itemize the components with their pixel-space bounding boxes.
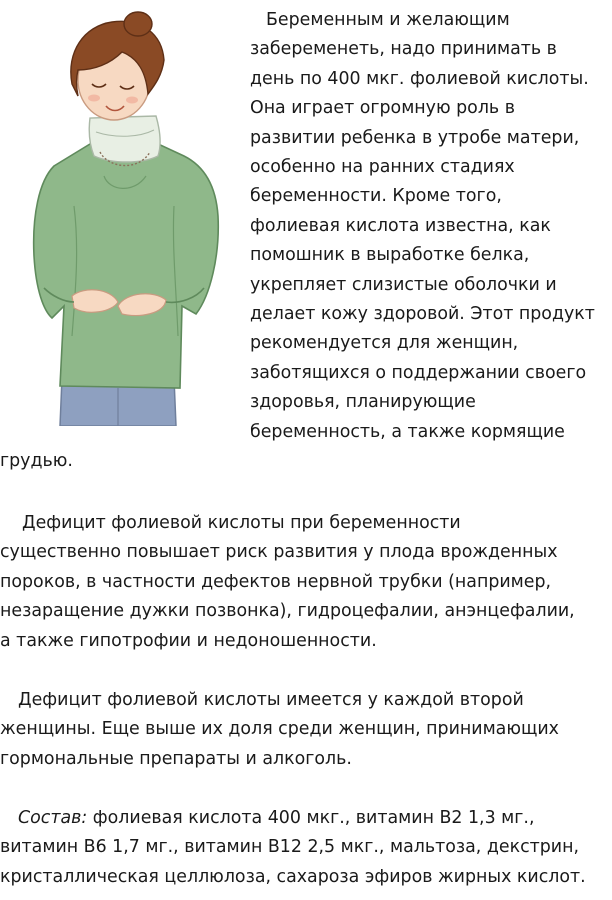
composition-label: Состав: (18, 808, 88, 828)
composition-first-line (0, 804, 612, 833)
intro-line: развитии ребенка в утробе матери, (250, 127, 580, 148)
paragraph-line: пороков, в частности дефектов нервной трубки (например, (0, 571, 552, 592)
composition-first-line-rest: фолиевая кислота 400 мкг., витамин В2 1,3 мг., (87, 808, 535, 828)
paragraph-deficit-women (0, 686, 612, 774)
paragraph-line: Дефицит фолиевой кислоты имеется у каждой второй (18, 690, 524, 710)
paragraph-line: женщины. Еще выше их доля среди женщин, принимающих (0, 719, 559, 740)
paragraph-composition (0, 804, 612, 892)
paragraph-line: гормональные препараты и алкоголь. (0, 748, 352, 769)
intro-line: укрепляет слизистые оболочки и (250, 274, 557, 295)
intro-line: Беременным и желающим (266, 10, 510, 30)
intro-line: Она играет огромную роль в (250, 98, 515, 119)
intro-paragraph (250, 6, 610, 447)
paragraph-line: кристаллическая целлюлоза, сахароза эфиров жирных кислот. (0, 866, 586, 887)
intro-line: помошник в выработке белка, (250, 245, 530, 266)
paragraph-deficit-pregnancy (0, 509, 612, 656)
paragraph-line: существенно повышает риск развития у плода врожденных (0, 542, 558, 563)
paragraph-line: витамин В6 1,7 мг., витамин В12 2,5 мкг., мальтоза, декстрин, (0, 837, 580, 858)
intro-line: делает кожу здоровой. Этот продукт (250, 304, 595, 325)
intro-line: беременности. Кроме того, (250, 186, 502, 207)
paragraph-line: а также гипотрофии и недоношенности. (0, 630, 377, 651)
intro-line: фолиевая кислота известна, как (250, 215, 551, 236)
pregnant-woman-illustration (14, 6, 236, 426)
intro-tail: грудью. (0, 451, 73, 471)
intro-line: беременность, а также кормящие (250, 421, 565, 442)
paragraph-line: незаращение дужки позвонка), гидроцефалии, анэнцефалии, (0, 601, 575, 622)
intro-line: рекомендуется для женщин, (250, 333, 519, 354)
intro-line: день по 400 мкг. фолиевой кислоты. (250, 68, 589, 89)
intro-line: здоровья, планирующие (250, 392, 476, 413)
intro-line: заботящихся о поддержании своего (250, 362, 587, 383)
intro-line: забеременеть, надо принимать в (250, 39, 557, 60)
paragraph-line: Дефицит фолиевой кислоты при беременности (22, 513, 461, 533)
intro-line: особенно на ранних стадиях (250, 157, 515, 178)
